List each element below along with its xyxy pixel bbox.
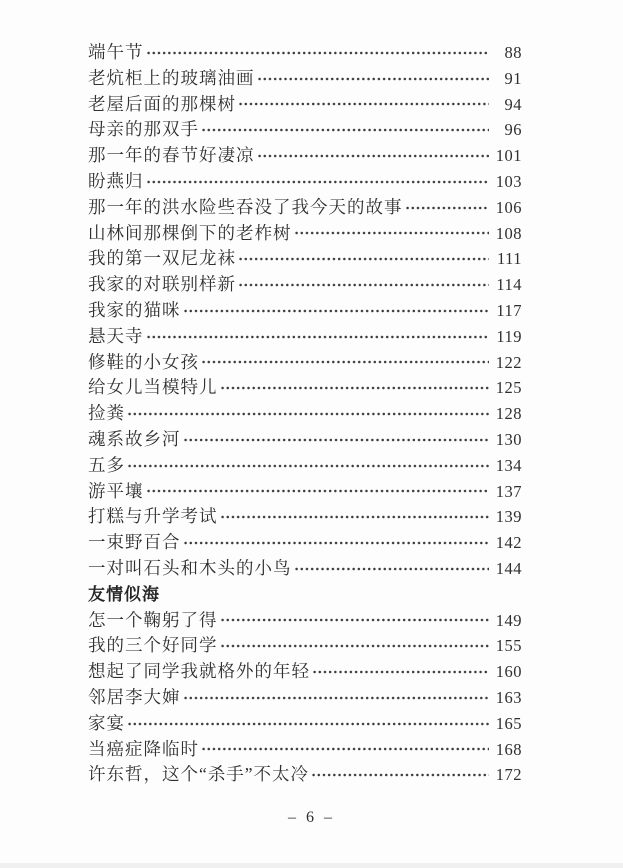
toc-entry-title: 我家的对联别样新	[88, 274, 236, 295]
dot-leader	[238, 246, 489, 272]
toc-entry-page: 165	[495, 713, 522, 733]
toc-entry-page: 122	[495, 352, 522, 372]
dot-leader	[220, 608, 490, 634]
toc-entry-page: 96	[504, 120, 522, 140]
toc-entry	[88, 143, 522, 169]
toc-entry	[88, 530, 522, 556]
toc-entry-page: 103	[495, 171, 522, 191]
dot-leader	[220, 504, 490, 530]
toc-section-title: 友情似海	[88, 584, 160, 604]
toc-entry-title: 当癌症降临时	[88, 738, 199, 759]
toc-entry-page: 155	[495, 636, 522, 656]
dot-leader	[220, 375, 490, 401]
dot-leader	[201, 117, 489, 143]
toc-entry-title: 邻居李大婶	[88, 686, 181, 707]
toc-entry	[88, 298, 522, 324]
dot-leader	[127, 711, 489, 737]
toc-entry-title: 魂系故乡河	[88, 428, 181, 449]
toc-entry-page: 149	[495, 610, 522, 630]
toc-entry-title: 五多	[88, 454, 125, 475]
toc-entry	[88, 324, 522, 350]
dot-leader	[220, 633, 490, 659]
toc-entry	[88, 375, 522, 401]
toc-entry-page: 106	[495, 197, 522, 217]
toc-entry	[88, 608, 522, 634]
dot-leader	[201, 737, 489, 763]
toc-entry-title: 山林间那棵倒下的老柞树	[88, 222, 292, 243]
toc-section-header	[88, 582, 522, 608]
toc-entry-page: 88	[504, 43, 522, 62]
toc-entry-page: 137	[495, 481, 522, 501]
toc-entry-title: 悬天寺	[88, 325, 144, 346]
toc-entry-title: 我家的猫咪	[88, 299, 181, 320]
dot-leader	[183, 530, 490, 556]
toc-entry	[88, 66, 522, 92]
dot-leader	[311, 762, 489, 788]
toc-entry	[88, 195, 522, 221]
dot-leader	[405, 195, 490, 221]
dot-leader	[294, 556, 490, 582]
toc-entry-title: 端午节	[88, 42, 144, 62]
dot-leader	[257, 143, 490, 169]
toc-entry	[88, 350, 522, 376]
toc-entry	[88, 117, 522, 143]
toc-entry	[88, 762, 522, 788]
toc-entry	[88, 479, 522, 505]
toc-entry	[88, 633, 522, 659]
footer-page-number: – 6 –	[288, 809, 335, 826]
toc-entry	[88, 92, 522, 118]
toc-entry	[88, 504, 522, 530]
toc-entry-title: 捡粪	[88, 403, 125, 424]
toc-entry	[88, 659, 522, 685]
toc-entry	[88, 556, 522, 582]
toc-entry	[88, 272, 522, 298]
toc-entry	[88, 737, 522, 763]
dot-leader	[127, 453, 489, 479]
toc-entry-page: 160	[495, 662, 522, 682]
toc-entry-title: 老炕柜上的玻璃油画	[88, 67, 255, 88]
toc-entry	[88, 427, 522, 453]
dot-leader	[294, 221, 490, 247]
toc-entry-title: 母亲的那双手	[88, 119, 199, 140]
toc-entry-title: 老屋后面的那棵树	[88, 93, 236, 114]
toc-entry	[88, 169, 522, 195]
dot-leader	[146, 324, 490, 350]
toc-entry-page: 142	[495, 533, 522, 553]
toc-entry-title: 打糕与升学考试	[88, 506, 218, 527]
dot-leader	[146, 479, 490, 505]
toc-entry-title: 想起了同学我就格外的年轻	[88, 661, 310, 682]
dot-leader	[127, 401, 489, 427]
toc-entry-page: 130	[495, 429, 522, 449]
toc-entry-page: 134	[495, 455, 522, 475]
toc-entry-page: 125	[495, 378, 522, 398]
dot-leader	[183, 427, 490, 453]
toc-entry-page: 101	[495, 146, 522, 166]
toc-entry-title: 盼燕归	[88, 170, 144, 191]
toc-entry-page: 168	[495, 739, 522, 759]
dot-leader	[146, 169, 490, 195]
toc-entry-title: 修鞋的小女孩	[88, 351, 199, 372]
toc-entry-page: 91	[504, 68, 522, 88]
dot-leader	[238, 92, 489, 118]
dot-leader	[312, 659, 489, 685]
toc-entry-page: 144	[495, 558, 522, 578]
toc-entry-title: 那一年的春节好凄凉	[88, 145, 255, 166]
dot-leader	[183, 685, 490, 711]
toc-entry-title: 给女儿当模特儿	[88, 377, 218, 398]
toc-entry	[88, 40, 522, 66]
toc-entry-page: 108	[495, 223, 522, 243]
toc-entry-page: 139	[495, 507, 522, 527]
toc-entry-page: 94	[504, 94, 522, 114]
toc-entry	[88, 246, 522, 272]
toc-entry-title: 游平壤	[88, 480, 144, 501]
page-footer	[0, 809, 623, 827]
dot-leader	[238, 272, 489, 298]
dot-leader	[146, 40, 490, 66]
toc-entry-page: 117	[496, 300, 522, 320]
toc-entry-page: 128	[495, 404, 522, 424]
toc-entry-title: 我的三个好同学	[88, 635, 218, 656]
toc-entry-page: 163	[495, 687, 522, 707]
toc-entry-page: 111	[496, 249, 522, 269]
toc-entry-title: 许东哲，这个“杀手”不太冷	[88, 764, 310, 785]
toc-entry	[88, 685, 522, 711]
toc-entry	[88, 401, 522, 427]
dot-leader	[201, 350, 489, 376]
dot-leader	[183, 298, 490, 324]
dot-leader	[257, 66, 490, 92]
toc-entry	[88, 221, 522, 247]
toc-entry-title: 那一年的洪水险些吞没了我今天的故事	[88, 196, 403, 217]
toc-entry	[88, 711, 522, 737]
toc-entry-page: 172	[495, 765, 522, 785]
toc-entry-page: 114	[496, 275, 522, 295]
toc-entry	[88, 453, 522, 479]
toc-entry-title: 家宴	[88, 712, 125, 733]
toc-entry-title: 怎一个鞠躬了得	[88, 609, 218, 630]
toc-entry-title: 一对叫石头和木头的小鸟	[88, 557, 292, 578]
toc-entry-title: 我的第一双尼龙袜	[88, 248, 236, 269]
toc-list	[88, 40, 522, 788]
toc-entry-page: 119	[496, 326, 522, 346]
toc-entry-title: 一束野百合	[88, 532, 181, 553]
